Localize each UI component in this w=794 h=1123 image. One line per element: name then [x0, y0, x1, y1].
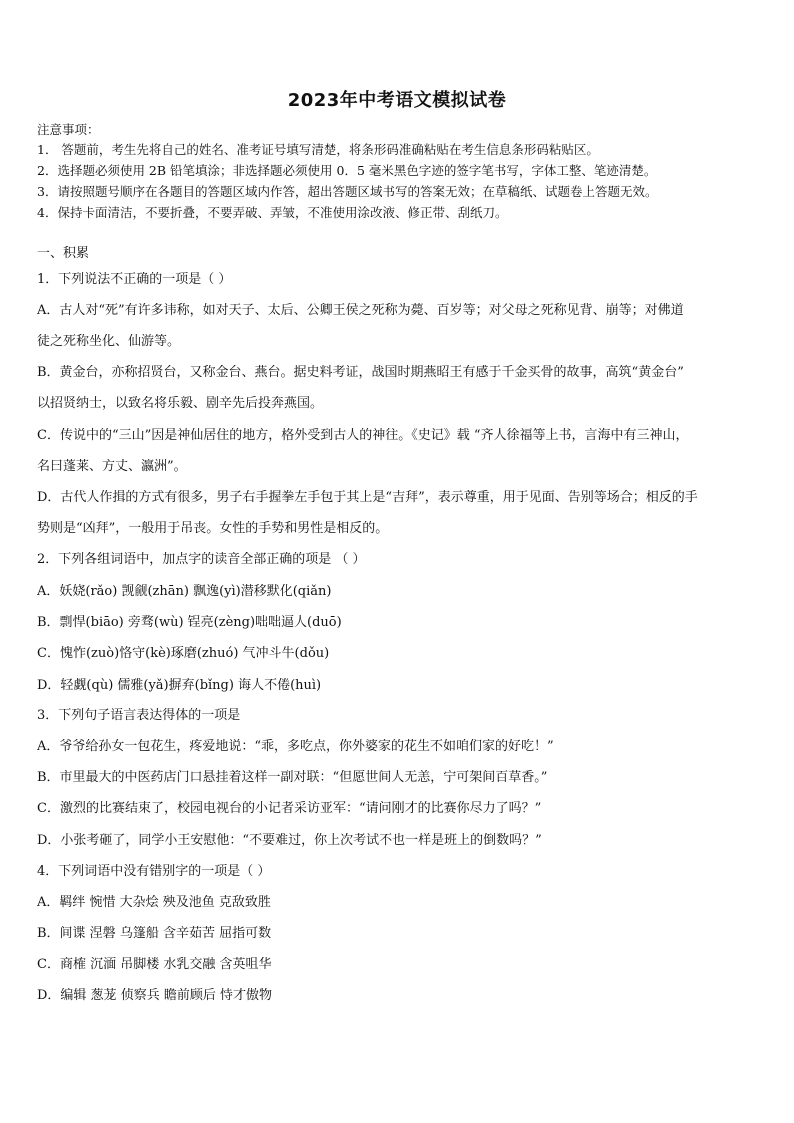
- option-a-cont: 徒之死称坐化、仙游等。: [37, 334, 181, 349]
- option-a: A．羁绊 惋惜 大杂烩 殃及池鱼 克敌致胜: [37, 895, 271, 910]
- notice-item: 2．选择题必须使用 2B 铅笔填涂；非选择题必须使用 0．5 毫米黑色字迹的签字笔书写，字体工整、笔迹清楚。: [37, 163, 657, 178]
- option-c-cont: 名曰蓬莱、方丈、瀛洲”。: [37, 459, 187, 474]
- option-b-cont: 以招贤纳士，以致名将乐毅、剧辛先后投奔燕国。: [37, 396, 324, 411]
- option-a: A．古人对“死”有许多讳称，如对天子、太后、公卿王侯之死称为薨、百岁等；对父母之死称见背、崩等；对佛道: [37, 303, 684, 318]
- notice-item: 4．保持卡面清洁，不要折叠，不要弄破、弄皱，不准使用涂改液、修正带、刮纸刀。: [37, 205, 508, 220]
- option-c: C．商榷 沉湎 吊脚楼 水乳交融 含英咀华: [37, 957, 272, 972]
- option-d: D．编辑 葱茏 侦察兵 瞻前顾后 恃才傲物: [37, 988, 272, 1003]
- notice-item: 1． 答题前，考生先将自己的姓名、准考证号填写清楚，将条形码准确粘贴在考生信息条形码粘贴区。: [37, 142, 599, 157]
- notice-heading: 注意事项：: [37, 122, 100, 137]
- option-d: D．古代人作揖的方式有很多，男子右手握拳左手包于其上是“吉拜”，表示尊重，用于见面、告别等场合；相反的手: [37, 490, 698, 505]
- option-d-cont: 势则是“凶拜”，一般用于吊丧。女性的手势和男性是相反的。: [37, 521, 389, 536]
- question-stem: 1．下列说法不正确的一项是（ ）: [37, 272, 232, 287]
- question-stem: 4．下列词语中没有错别字的一项是（ ）: [37, 864, 271, 879]
- page-title: 2023年中考语文模拟试卷: [287, 90, 507, 111]
- option-c: C．传说中的“三山”因是神仙居住的地方，格外受到古人的神往。《史记》载 “齐人徐福等上书，言海中有三神山，: [37, 428, 689, 443]
- option-c: C．愧怍(zuò)恪守(kè)琢磨(zhuó) 气冲斗牛(dǒu): [37, 646, 330, 661]
- option-b: B．间谍 涅磐 乌篷船 含辛茹苦 屈指可数: [37, 926, 272, 941]
- question-stem: 2．下列各组词语中，加点字的读音全部正确的项是 （ ）: [37, 552, 366, 567]
- option-b: B．剽悍(biāo) 旁骛(wù) 锃亮(zèng)咄咄逼人(duō): [37, 615, 342, 630]
- option-d: D．轻觑(qù) 儒雅(yǎ)摒弃(bǐng) 诲人不倦(huì): [37, 678, 322, 693]
- notice-item: 3．请按照题号顺序在各题目的答题区域内作答，超出答题区域书写的答案无效；在草稿纸、试题卷上答题无效。: [37, 184, 658, 199]
- option-c: C．激烈的比赛结束了，校园电视台的小记者采访亚军：“请问刚才的比赛你尽力了吗？”: [37, 801, 542, 816]
- question-stem: 3．下列句子语言表达得体的一项是: [37, 708, 241, 723]
- option-b: B．市里最大的中医药店门口悬挂着这样一副对联：“但愿世间人无恙，宁可架间百草香。”: [37, 770, 548, 785]
- option-a: A．爷爷给孙女一包花生，疼爱地说：“乖，多吃点，你外婆家的花生不如咱们家的好吃！”: [37, 739, 554, 754]
- section-heading: 一、积累: [37, 246, 90, 261]
- option-b: B．黄金台，亦称招贤台，又称金台、燕台。据史料考证，战国时期燕昭王有感于千金买骨的故事，高筑“黄金台”: [37, 365, 684, 380]
- option-d: D．小张考砸了，同学小王安慰他：“不要难过，你上次考试不也一样是班上的倒数吗？”: [37, 833, 542, 848]
- option-a: A．妖娆(rǎo) 觊觎(zhān) 飘逸(yì)潜移默化(qiǎn): [37, 584, 332, 599]
